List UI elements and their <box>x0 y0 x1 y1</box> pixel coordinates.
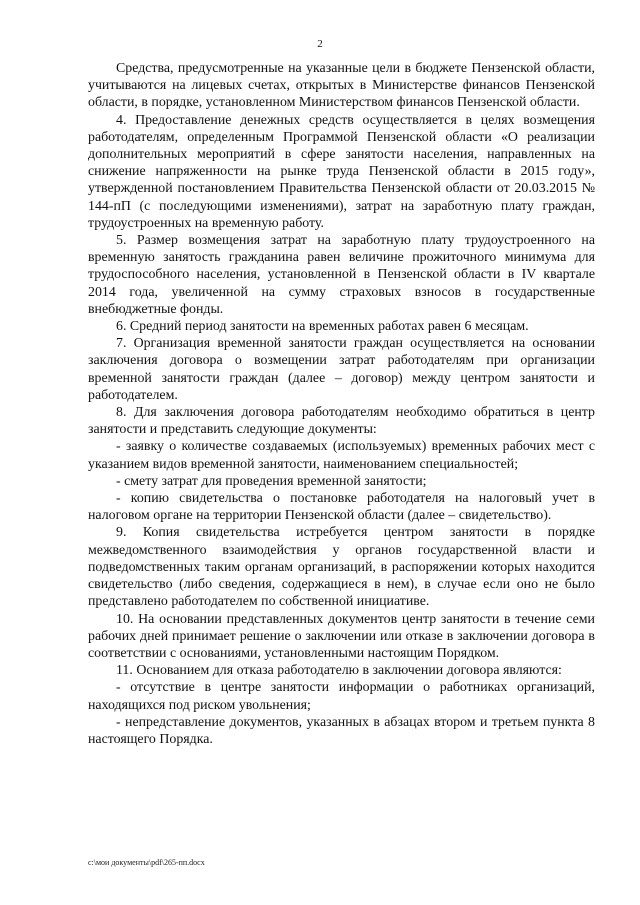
footer-file-path: c:\мои документы\pdf\265-пп.docx <box>88 858 205 867</box>
paragraph-item-5: 5. Размер возмещения затрат на заработную плату трудоустроенного на временную занятость гражданина равен величине прожиточного минимума для трудоспособного населения, установленной в Пензенской области в IV квартале 2014 года, увеличенной на сумму страховых взносов в государственные внебюджетные фонды. <box>88 233 595 317</box>
paragraph-item-9: 9. Копия свидетельства истребуется центром занятости в порядке межведомственного взаимодействия у органов государственной власти и подведомственных таким органам организаций, в распоряжении которых находится свидетельство (либо сведения, содержащиеся в нем), в случае если оно не было представлено работодателем по собственной инициативе. <box>88 525 595 610</box>
list-item-application: - заявку о количестве создаваемых (используемых) временных рабочих мест с указанием видов временной занятости, наименованием специальностей; <box>88 439 595 472</box>
paragraph-item-8: 8. Для заключения договора работодателям необходимо обратиться в центр занятости и представить следующие документы: <box>88 405 595 438</box>
paragraph-item-11: 11. Основанием для отказа работодателю в заключении договора являются: <box>116 663 562 679</box>
list-item-estimate: - смету затрат для проведения временной занятости; <box>116 473 427 489</box>
paragraph-item-7: 7. Организация временной занятости граждан осуществляется на основании заключения договора о возмещении затрат работодателям при организации временной занятости граждан (далее – договор) между центром занятости и работодателем. <box>88 336 595 403</box>
paragraph-item-10: 10. На основании представленных документов центр занятости в течение семи рабочих дней принимает решение о заключении или отказе в заключении договора в соответствии с основаниями, установленными настоящим Порядком. <box>88 611 595 661</box>
paragraph-item-6: 6. Средний период занятости на временных работах равен 6 месяцам. <box>116 319 529 335</box>
list-item-certificate: - копию свидетельства о постановке работодателя на налоговый учет в налоговом органе на территории Пензенской области (далее – свидетельство). <box>88 491 595 524</box>
paragraph-budget-accounts: Средства, предусмотренные на указанные цели в бюджете Пензенской области, учитываются на лицевых счетах, открытых в Министерстве финансов Пензенской области, в порядке, установленном Министерством финансов Пензенской области. <box>88 61 595 111</box>
document-body <box>88 60 595 748</box>
page-number: 2 <box>317 38 323 50</box>
paragraph-item-4: 4. Предоставление денежных средств осуществляется в целях возмещения работодателям, определенным Программой Пензенской области «О реализации дополнительных мероприятий в сфере занятости населения, направленных на снижение напряженности на рынке труда Пензенской области в 2015 году», утвержденной постановлением Правительства Пензенской области от 20.03.2015 № 144-пП (с последующими изменениями), затрат на заработную плату граждан, трудоустроенных на временную работу. <box>88 112 595 231</box>
list-item-no-documents: - непредставление документов, указанных в абзацах втором и третьем пункта 8 настоящего Порядка. <box>88 714 595 747</box>
list-item-no-information: - отсутствие в центре занятости информации о работниках организаций, находящихся под риском увольнения; <box>88 680 595 713</box>
